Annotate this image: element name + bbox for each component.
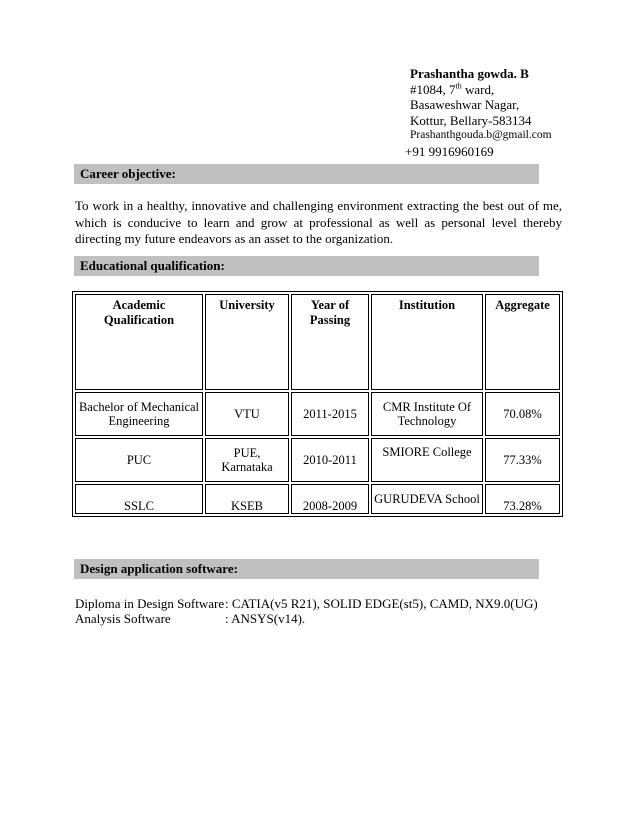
address-sup: th: [455, 81, 462, 91]
cell-institution: CMR Institute Of Technology: [371, 392, 483, 436]
cell-year: 2011-2015: [291, 392, 369, 436]
cell-university: VTU: [205, 392, 289, 436]
col-header-institution: Institution: [371, 294, 483, 390]
address-prefix: #1084, 7: [410, 81, 456, 97]
software-list: [75, 596, 538, 626]
candidate-name: Prashantha gowda. B: [410, 66, 529, 81]
list-item: [75, 596, 538, 611]
table-header-row: [75, 294, 560, 390]
email-address: Prashanthgouda.b@gmail.com: [410, 129, 552, 141]
cell-year: 2008-2009: [291, 484, 369, 514]
table-row: [75, 484, 560, 514]
software-value: : ANSYS(v14).: [225, 611, 306, 626]
address-suffix: ward,: [461, 81, 495, 97]
cell-year: 2010-2011: [291, 438, 369, 482]
cell-aggregate: 77.33%: [485, 438, 560, 482]
table-row: [75, 438, 560, 482]
address-line-3: Kottur, Bellary-583134: [410, 112, 532, 128]
address-line-1: [410, 82, 552, 98]
table-row: [75, 392, 560, 436]
phone-number: +91 9916960169: [405, 143, 494, 159]
cell-aggregate: 73.28%: [485, 484, 560, 514]
col-header-qualification: Academic Qualification: [75, 294, 203, 390]
col-header-year: Year of Passing: [291, 294, 369, 390]
cell-qualification: SSLC: [75, 484, 203, 514]
cell-institution: SMIORE College: [371, 438, 483, 482]
col-header-aggregate: Aggregate: [485, 294, 560, 390]
software-label: Analysis Software: [75, 611, 171, 626]
career-objective-text: To work in a healthy, innovative and challenging environment extracting the best out of me, which is conducive to learn and grow at professional as well as personal level thereby directing my future endeavors as an asset to the organization.: [75, 198, 562, 246]
software-heading: Design application software:: [74, 559, 539, 579]
education-table: [72, 291, 563, 517]
cell-university: PUE, Karnataka: [205, 438, 289, 482]
cell-qualification: Bachelor of Mechanical Engineering: [75, 392, 203, 436]
cell-qualification: PUC: [75, 438, 203, 482]
cell-aggregate: 70.08%: [485, 392, 560, 436]
col-header-university: University: [205, 294, 289, 390]
list-item: [75, 611, 538, 626]
education-heading: Educational qualification:: [74, 256, 539, 276]
software-value: : CATIA(v5 R21), SOLID EDGE(st5), CAMD, NX9.0(UG): [225, 596, 538, 611]
career-objective-heading: Career objective:: [74, 164, 539, 184]
contact-block: [405, 66, 552, 159]
cell-institution: GURUDEVA School: [371, 484, 483, 514]
software-label: Diploma in Design Software: [75, 596, 225, 611]
cell-university: KSEB: [205, 484, 289, 514]
address-line-2: Basaweshwar Nagar,: [410, 97, 520, 112]
